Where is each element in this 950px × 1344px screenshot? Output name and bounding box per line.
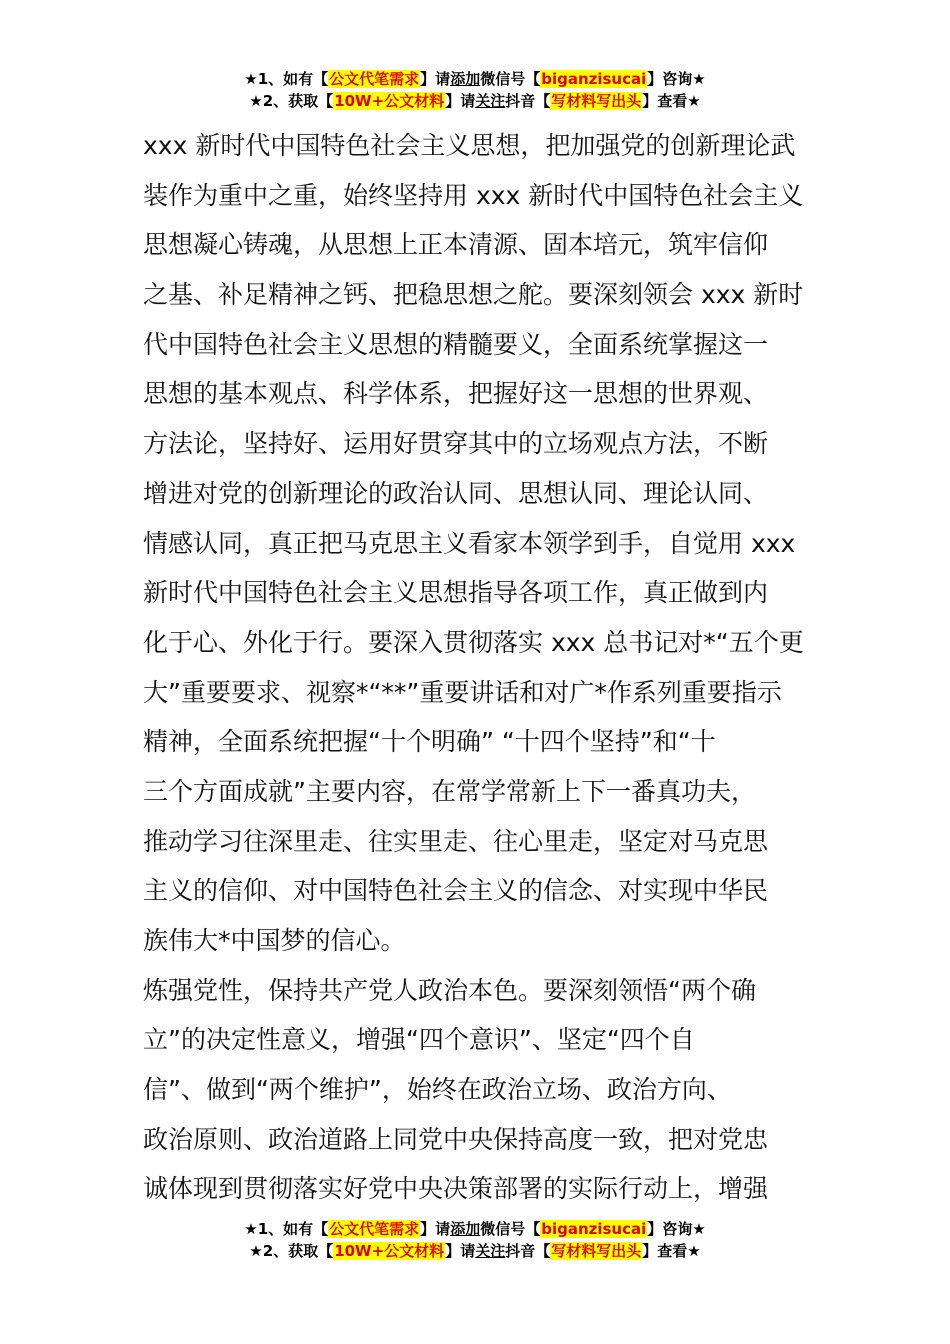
banner-text: ★1、如有【: [244, 70, 329, 88]
banner-underlined-text: 添加: [450, 70, 481, 88]
banner-line-2: [0, 90, 950, 112]
highlight-wechat-id: biganzisucai: [541, 70, 647, 88]
body-line: 化于心、外化于行。要深入贯彻落实 xxx 总书记对*“五个更: [143, 627, 804, 657]
body-line: 信”、做到“两个维护”，始终在政治立场、政治方向、: [143, 1075, 732, 1105]
banner-text: ★1、如有【: [244, 1220, 329, 1238]
body-line: 之基、补足精神之钙、把稳思想之舵。要深刻领会 xxx 新时: [143, 280, 804, 310]
highlight-wechat-id: biganzisucai: [541, 1220, 647, 1238]
body-line: 思想的基本观点、科学体系，把握好这一思想的世界观、: [143, 379, 769, 409]
highlight-service: 公文代笔需求: [329, 1220, 420, 1238]
body-line: 方法论，坚持好、运用好贯穿其中的立场观点方法，不断: [143, 429, 769, 459]
body-line: 情感认同，真正把马克思主义看家本领学到手，自觉用 xxx: [143, 528, 796, 558]
document-body: [143, 121, 815, 1214]
banner-text: 】请: [420, 1220, 451, 1238]
banner-text: 抖音【: [505, 92, 551, 110]
highlight-service: 公文代笔需求: [329, 70, 420, 88]
body-line: 思想凝心铸魂，从思想上正本清源、固本培元，筑牢信仰: [143, 230, 769, 260]
banner-text: 】咨询★: [647, 70, 706, 88]
highlight-materials: 10W+公文材料: [334, 1242, 445, 1260]
highlight-douyin-account: 写材料写出头: [551, 92, 642, 110]
body-line: 立”的决定性意义，增强“四个意识”、坚定“四个自: [143, 1025, 695, 1055]
banner-text: 】请: [445, 92, 476, 110]
body-line: 政治原则、政治道路上同党中央保持高度一致，把对党忠: [143, 1124, 769, 1154]
body-line: 精神，全面系统把握“十个明确” “十四个坚持”和“十: [143, 727, 716, 757]
banner-text: ★2、获取【: [249, 1242, 334, 1260]
body-line: 代中国特色社会主义思想的精髓要义，全面系统掌握这一: [143, 329, 769, 359]
banner-text: 】查看★: [642, 92, 701, 110]
banner-underlined-text: 关注: [475, 1242, 506, 1260]
banner-text: ★2、获取【: [249, 92, 334, 110]
body-line: 大”重要要求、视察*“**”重要讲话和对广*作系列重要指示: [143, 677, 782, 707]
body-line: 族伟大*中国梦的信心。: [143, 926, 406, 955]
body-line: 装作为重中之重，始终坚持用 xxx 新时代中国特色社会主义: [143, 180, 804, 210]
body-line: 推动学习往深里走、往实里走、往心里走，坚定对马克思: [143, 826, 769, 856]
banner-underlined-text: 关注: [475, 92, 506, 110]
banner-line-1: [0, 68, 950, 90]
body-line: 三个方面成就”主要内容，在常学常新上下一番真功夫，: [143, 776, 756, 806]
body-line: 新时代中国特色社会主义思想指导各项工作，真正做到内: [143, 578, 769, 608]
banner-text: 微信号【: [480, 70, 541, 88]
banner-text: 】请: [420, 70, 451, 88]
body-line: 诚体现到贯彻落实好党中央决策部署的实际行动上，增强: [143, 1174, 769, 1204]
banner-text: 微信号【: [480, 1220, 541, 1238]
banner-line-1: [0, 1218, 950, 1240]
banner-text: 】咨询★: [647, 1220, 706, 1238]
body-line: xxx 新时代中国特色社会主义思想，把加强党的创新理论武: [143, 131, 796, 160]
banner-underlined-text: 添加: [450, 1220, 481, 1238]
banner-text: 】请: [445, 1242, 476, 1260]
banner-line-2: [0, 1240, 950, 1262]
banner-text: 抖音【: [505, 1242, 551, 1260]
highlight-materials: 10W+公文材料: [334, 92, 445, 110]
highlight-douyin-account: 写材料写出头: [551, 1242, 642, 1260]
header-banner: [0, 68, 950, 112]
body-line: 主义的信仰、对中国特色社会主义的信念、对实现中华民: [143, 876, 769, 906]
body-line: 增进对党的创新理论的政治认同、思想认同、理论认同、: [143, 478, 769, 508]
banner-text: 】查看★: [642, 1242, 701, 1260]
body-line: 炼强党性，保持共产党人政治本色。要深刻领悟“两个确: [143, 975, 756, 1005]
footer-banner: [0, 1218, 950, 1262]
